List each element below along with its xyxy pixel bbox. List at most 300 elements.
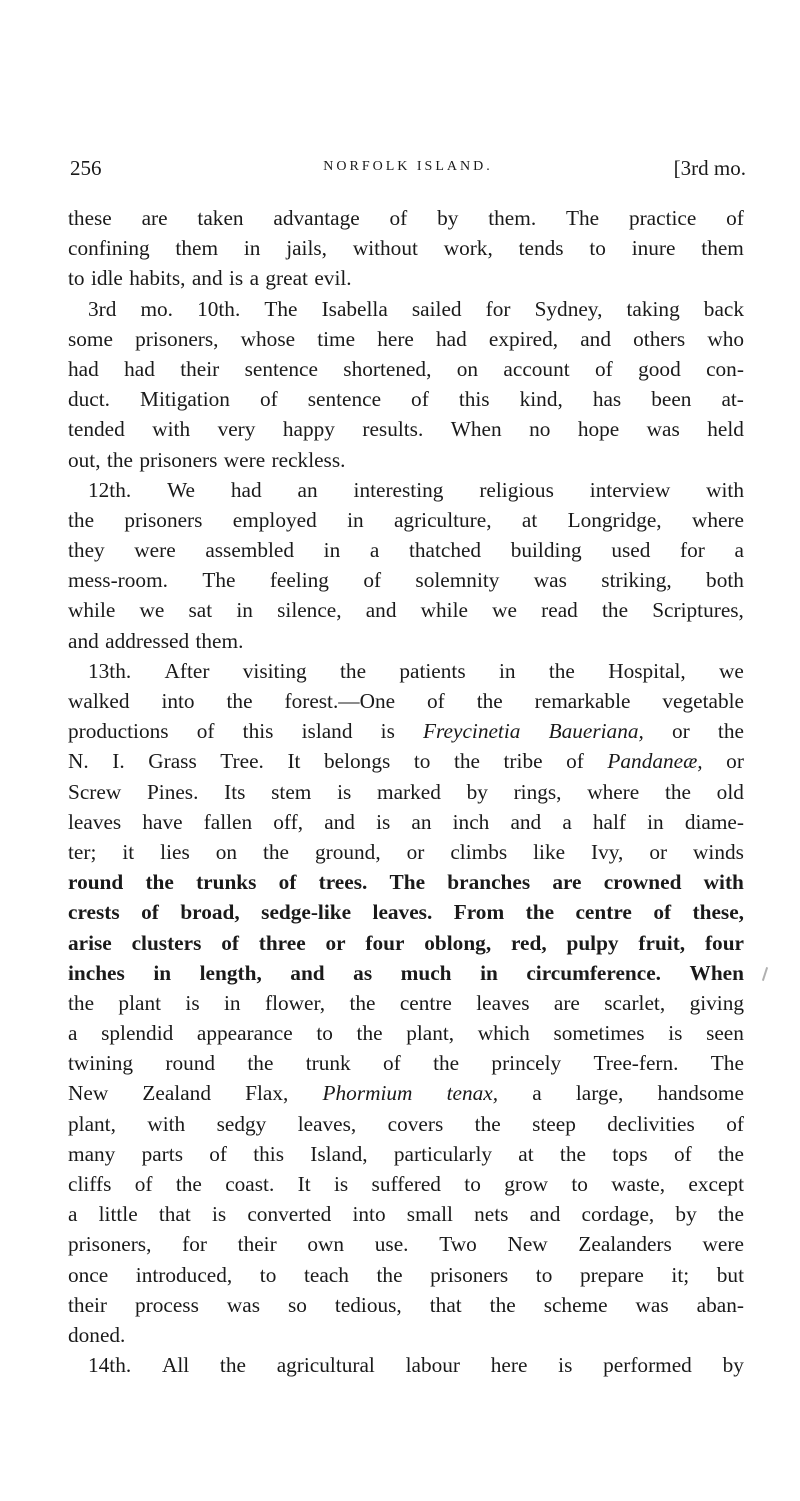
word: of: [411, 387, 429, 412]
word: flower,: [264, 990, 326, 1015]
word: thatched: [408, 538, 482, 563]
word: jails,: [286, 236, 328, 261]
word: happy: [282, 417, 335, 442]
word: is: [376, 809, 391, 834]
word: parts: [141, 1141, 183, 1166]
word: sentence: [244, 356, 318, 381]
word: Sydney,: [534, 296, 603, 321]
text-line: [68, 294, 744, 324]
word: large,: [575, 1081, 624, 1106]
word: of: [278, 870, 297, 895]
word: used: [611, 538, 651, 563]
text-line: [68, 1169, 744, 1199]
word: the: [68, 507, 95, 532]
word: the: [226, 689, 253, 713]
word: we: [139, 598, 165, 623]
word: of: [383, 1051, 401, 1076]
word: plant,: [406, 1021, 455, 1046]
word: the: [145, 870, 174, 895]
word: the: [548, 658, 575, 683]
word: Two: [439, 1232, 477, 1257]
word: this: [242, 719, 274, 744]
word: held: [707, 417, 744, 442]
word: or: [406, 839, 425, 864]
word: expired,: [488, 326, 559, 351]
word: steep: [532, 1111, 576, 1136]
word: labour: [405, 1353, 461, 1378]
word: belongs: [324, 749, 391, 774]
word: confining: [68, 236, 150, 261]
word: 3rd: [88, 296, 117, 321]
word: suffered: [371, 1172, 441, 1196]
word: length,: [199, 960, 262, 985]
word: the: [525, 900, 555, 925]
word: sentence: [307, 387, 382, 412]
word: appearance: [196, 1021, 293, 1046]
text-line: [68, 1229, 744, 1259]
word: The: [202, 568, 236, 593]
word: trees.: [318, 870, 368, 895]
word: them: [701, 236, 744, 261]
word: lies: [160, 839, 190, 864]
word: visiting: [242, 658, 307, 683]
word: is: [211, 1202, 227, 1227]
word: taken: [197, 206, 244, 230]
word: with: [152, 417, 191, 442]
text-line: [68, 233, 744, 263]
word: centre: [399, 990, 452, 1015]
word: to: [316, 1021, 333, 1046]
word: of: [389, 206, 408, 230]
word: vegetable: [662, 689, 744, 713]
word: 10th.: [197, 296, 241, 321]
word: particularly: [393, 1141, 493, 1166]
word: for: [182, 1232, 207, 1257]
margin-mark: [762, 967, 768, 981]
word: handsome: [657, 1081, 744, 1106]
running-title: NORFOLK ISLAND.: [323, 159, 493, 174]
word: in: [153, 960, 172, 985]
word: tenax,: [446, 1081, 499, 1106]
word: After: [164, 658, 210, 683]
word: the: [247, 1051, 274, 1076]
word: habits,: [129, 266, 186, 291]
word: like: [533, 839, 566, 864]
word: little: [98, 1202, 138, 1227]
word: I.: [112, 749, 125, 774]
word: Tree.: [220, 749, 264, 774]
text-line: [68, 354, 744, 384]
word: of: [595, 356, 613, 381]
text-line: [68, 565, 744, 595]
word: the: [262, 839, 290, 864]
word: crowned: [603, 870, 682, 895]
word: the: [474, 1111, 501, 1136]
word: New: [507, 1232, 548, 1257]
word: mess-room.: [68, 568, 168, 593]
text-line: [68, 777, 744, 807]
word: circumference.: [526, 960, 661, 985]
word: prisoners,: [135, 326, 219, 351]
word: some: [68, 326, 113, 351]
word: of: [673, 1141, 692, 1166]
text-line: [68, 1320, 744, 1350]
word: to: [413, 749, 431, 774]
word: 13th.: [88, 658, 132, 683]
word: Screw: [68, 779, 122, 804]
word: is: [333, 1172, 349, 1196]
word: their: [180, 356, 220, 381]
word: or: [325, 930, 346, 955]
word: and: [290, 960, 325, 985]
word: in: [224, 990, 241, 1015]
word: interview: [589, 477, 671, 502]
word: this: [253, 1141, 285, 1166]
word: red,: [510, 930, 547, 955]
word: The: [264, 296, 298, 321]
word: as: [353, 960, 373, 985]
word: sat: [188, 598, 213, 623]
word: patients: [399, 658, 466, 683]
text-line: [68, 1018, 744, 1048]
word: advantage: [273, 206, 360, 230]
text-line: [68, 626, 744, 656]
text-line: [68, 837, 744, 867]
word: idle: [90, 266, 123, 291]
running-date: [3rd mo.: [673, 156, 746, 180]
word: at: [518, 1141, 534, 1166]
word: duct.: [68, 387, 110, 412]
word: crests: [68, 900, 120, 925]
word: plant,: [68, 1111, 116, 1136]
word: oblong,: [424, 930, 492, 955]
word: coast.: [225, 1172, 275, 1196]
word: work,: [443, 236, 493, 261]
word: both: [706, 568, 744, 593]
word: the: [340, 658, 367, 683]
word: have: [142, 809, 183, 834]
word: agriculture,: [393, 507, 492, 532]
word: trunks: [196, 870, 257, 895]
word: of: [141, 900, 159, 925]
word: in: [243, 236, 261, 261]
word: a: [68, 1202, 78, 1227]
body-text: [68, 203, 744, 1380]
word: read: [541, 598, 578, 623]
text-line: [68, 535, 744, 565]
word: a: [249, 266, 260, 291]
word: small: [406, 1202, 453, 1227]
word: in: [480, 960, 498, 985]
word: the: [349, 990, 376, 1015]
word: climbs: [450, 839, 508, 864]
word: and: [191, 266, 223, 291]
word: Zealanders: [578, 1232, 672, 1257]
word: in: [647, 809, 664, 834]
text-line: [68, 867, 744, 897]
word: is: [558, 1353, 573, 1378]
word: broad,: [180, 900, 240, 925]
word: while: [420, 598, 468, 623]
word: Hospital,: [608, 658, 686, 683]
word: When: [689, 960, 744, 985]
word: It: [297, 1172, 311, 1196]
word: but: [716, 1262, 744, 1287]
word: Grass: [148, 749, 197, 774]
word: Longridge,: [567, 507, 662, 532]
word: whose: [240, 326, 296, 351]
word: their: [237, 1232, 277, 1257]
word: evil.: [314, 266, 352, 291]
text-line: [68, 928, 744, 958]
word: inure: [631, 236, 676, 261]
word: assembled: [205, 538, 295, 563]
word: hope: [577, 417, 620, 442]
text-line: [68, 595, 744, 625]
word: to: [571, 1172, 588, 1196]
word: centre: [575, 900, 632, 925]
word: employed: [232, 507, 317, 532]
word: arise: [68, 930, 112, 955]
word: once: [68, 1262, 109, 1287]
text-line: [68, 203, 744, 233]
word: process: [135, 1292, 199, 1317]
word: round: [68, 870, 124, 895]
text-line: [68, 1048, 744, 1078]
text-line: [68, 1078, 744, 1108]
word: a: [68, 1021, 78, 1046]
word: four: [704, 930, 744, 955]
word: much: [400, 960, 452, 985]
word: with: [706, 477, 744, 502]
word: of: [427, 689, 445, 713]
word: rings,: [513, 779, 562, 804]
word: without: [352, 236, 418, 261]
word: tedious,: [334, 1292, 402, 1317]
word: time: [317, 326, 356, 351]
word: so: [287, 1292, 307, 1317]
word: leaves: [68, 809, 122, 834]
word: stem: [271, 779, 312, 804]
word: a: [562, 809, 572, 834]
word: in: [236, 598, 253, 623]
word: the: [717, 1141, 744, 1166]
word: no: [529, 417, 551, 442]
word: sailed: [411, 296, 462, 321]
word: Tree-fern.: [593, 1051, 679, 1076]
word: of: [209, 1141, 227, 1166]
word: converted: [247, 1202, 332, 1227]
text-line: [68, 324, 744, 354]
word: diame-: [684, 809, 744, 834]
word: the: [106, 447, 133, 472]
word: prisoners: [139, 447, 218, 472]
text-line: [68, 505, 744, 535]
word: remarkable: [534, 689, 631, 713]
word: this: [458, 387, 490, 412]
word: with: [703, 870, 744, 895]
word: the: [489, 1292, 516, 1317]
word: the: [356, 1021, 383, 1046]
word: waste,: [611, 1172, 666, 1196]
word: fallen: [203, 809, 253, 834]
word: into: [352, 1202, 386, 1227]
word: is: [668, 1021, 683, 1046]
word: The: [565, 206, 600, 230]
word: that: [429, 1292, 462, 1317]
word: were: [134, 538, 176, 563]
word: with: [147, 1111, 186, 1136]
text-line: [68, 897, 744, 927]
text-line: [68, 807, 744, 837]
text-line: [68, 384, 744, 414]
word: are: [141, 206, 168, 230]
word: by: [466, 779, 488, 804]
word: where: [587, 779, 640, 804]
word: solemnity: [415, 568, 500, 593]
word: it: [122, 839, 135, 864]
word: had: [230, 477, 262, 502]
word: an: [297, 477, 318, 502]
word: others: [633, 326, 686, 351]
word: we: [492, 598, 517, 623]
text-line: [68, 716, 744, 746]
word: Ivy,: [591, 839, 624, 864]
word: many: [68, 1141, 116, 1166]
word: at-: [721, 387, 744, 412]
word: New: [68, 1081, 109, 1106]
word: interesting: [353, 477, 444, 502]
word: a: [532, 1081, 542, 1106]
word: leaves,: [297, 1111, 357, 1136]
word: except: [688, 1172, 744, 1196]
word: Pines.: [146, 779, 199, 804]
word: for: [485, 296, 511, 321]
word: results.: [362, 417, 424, 442]
word: sometimes: [553, 1021, 645, 1046]
word: tribe: [503, 749, 543, 774]
word: they: [68, 538, 105, 563]
word: agricultural: [276, 1353, 375, 1378]
word: addressed: [105, 628, 190, 653]
word: forest.—One: [284, 689, 396, 713]
word: princely: [491, 1051, 562, 1076]
word: are: [552, 870, 582, 895]
text-line: [68, 445, 744, 475]
word: off,: [273, 809, 304, 834]
word: con-: [706, 356, 744, 381]
word: When: [450, 417, 502, 442]
word: them.: [488, 206, 537, 230]
text-line: [68, 656, 744, 686]
word: Flax,: [245, 1081, 289, 1106]
word: had: [436, 326, 467, 351]
word: The: [710, 1051, 744, 1076]
word: or: [726, 749, 744, 774]
word: cliffs: [68, 1172, 112, 1196]
word: and: [529, 1202, 561, 1227]
word: and: [580, 326, 611, 351]
text-line: [68, 686, 744, 716]
word: that: [158, 1202, 191, 1227]
word: Zealand: [142, 1081, 211, 1106]
word: to: [259, 1262, 277, 1287]
text-line: [68, 1350, 744, 1380]
word: inches: [68, 960, 125, 985]
word: island: [301, 719, 353, 744]
word: by: [722, 1353, 744, 1378]
word: kind,: [519, 387, 563, 412]
word: ter;: [68, 839, 97, 864]
word: been: [651, 387, 692, 412]
word: the: [476, 689, 503, 713]
word: of: [134, 1172, 153, 1196]
word: prisoners,: [68, 1232, 152, 1257]
word: of: [726, 206, 744, 230]
word: or: [649, 839, 668, 864]
word: cordage,: [581, 1202, 655, 1227]
word: the: [68, 990, 95, 1015]
word: Its: [224, 779, 246, 804]
word: 14th.: [88, 1353, 132, 1378]
text-line: [68, 746, 744, 776]
word: sedge-like: [261, 900, 352, 925]
word: in: [498, 658, 516, 683]
word: had: [124, 356, 155, 381]
word: twining: [68, 1051, 134, 1076]
word: doned.: [68, 1322, 126, 1347]
word: tops: [612, 1141, 648, 1166]
word: where: [691, 507, 744, 532]
word: which: [477, 1021, 530, 1046]
word: From: [453, 900, 505, 925]
word: trunk: [305, 1051, 351, 1076]
word: to: [589, 236, 606, 261]
word: use.: [374, 1232, 409, 1257]
word: branches: [447, 870, 531, 895]
word: giving: [689, 990, 744, 1015]
word: by: [675, 1202, 697, 1227]
word: scarlet,: [604, 990, 666, 1015]
word: these,: [692, 900, 744, 925]
word: All: [161, 1353, 190, 1378]
word: teach: [303, 1262, 349, 1287]
word: of: [221, 930, 239, 955]
word: were: [223, 447, 266, 472]
word: prepare: [579, 1262, 644, 1287]
word: the: [602, 598, 629, 623]
word: who: [707, 326, 744, 351]
word: walked: [68, 689, 130, 713]
running-head: [70, 156, 746, 186]
word: Isabella: [321, 296, 388, 321]
word: performed: [603, 1353, 692, 1378]
word: three: [258, 930, 306, 955]
word: an: [411, 809, 432, 834]
word: sedgy: [216, 1111, 267, 1136]
word: out,: [68, 447, 101, 472]
page-number: 256: [70, 156, 102, 180]
word: half: [592, 809, 627, 834]
word: Mitigation: [140, 387, 230, 412]
text-line: [68, 1199, 744, 1229]
text-line: [68, 475, 744, 505]
text-line: [68, 1290, 744, 1320]
word: we: [719, 658, 744, 683]
word: Scriptures,: [652, 598, 744, 623]
word: introduced,: [135, 1262, 233, 1287]
word: it;: [671, 1262, 690, 1287]
